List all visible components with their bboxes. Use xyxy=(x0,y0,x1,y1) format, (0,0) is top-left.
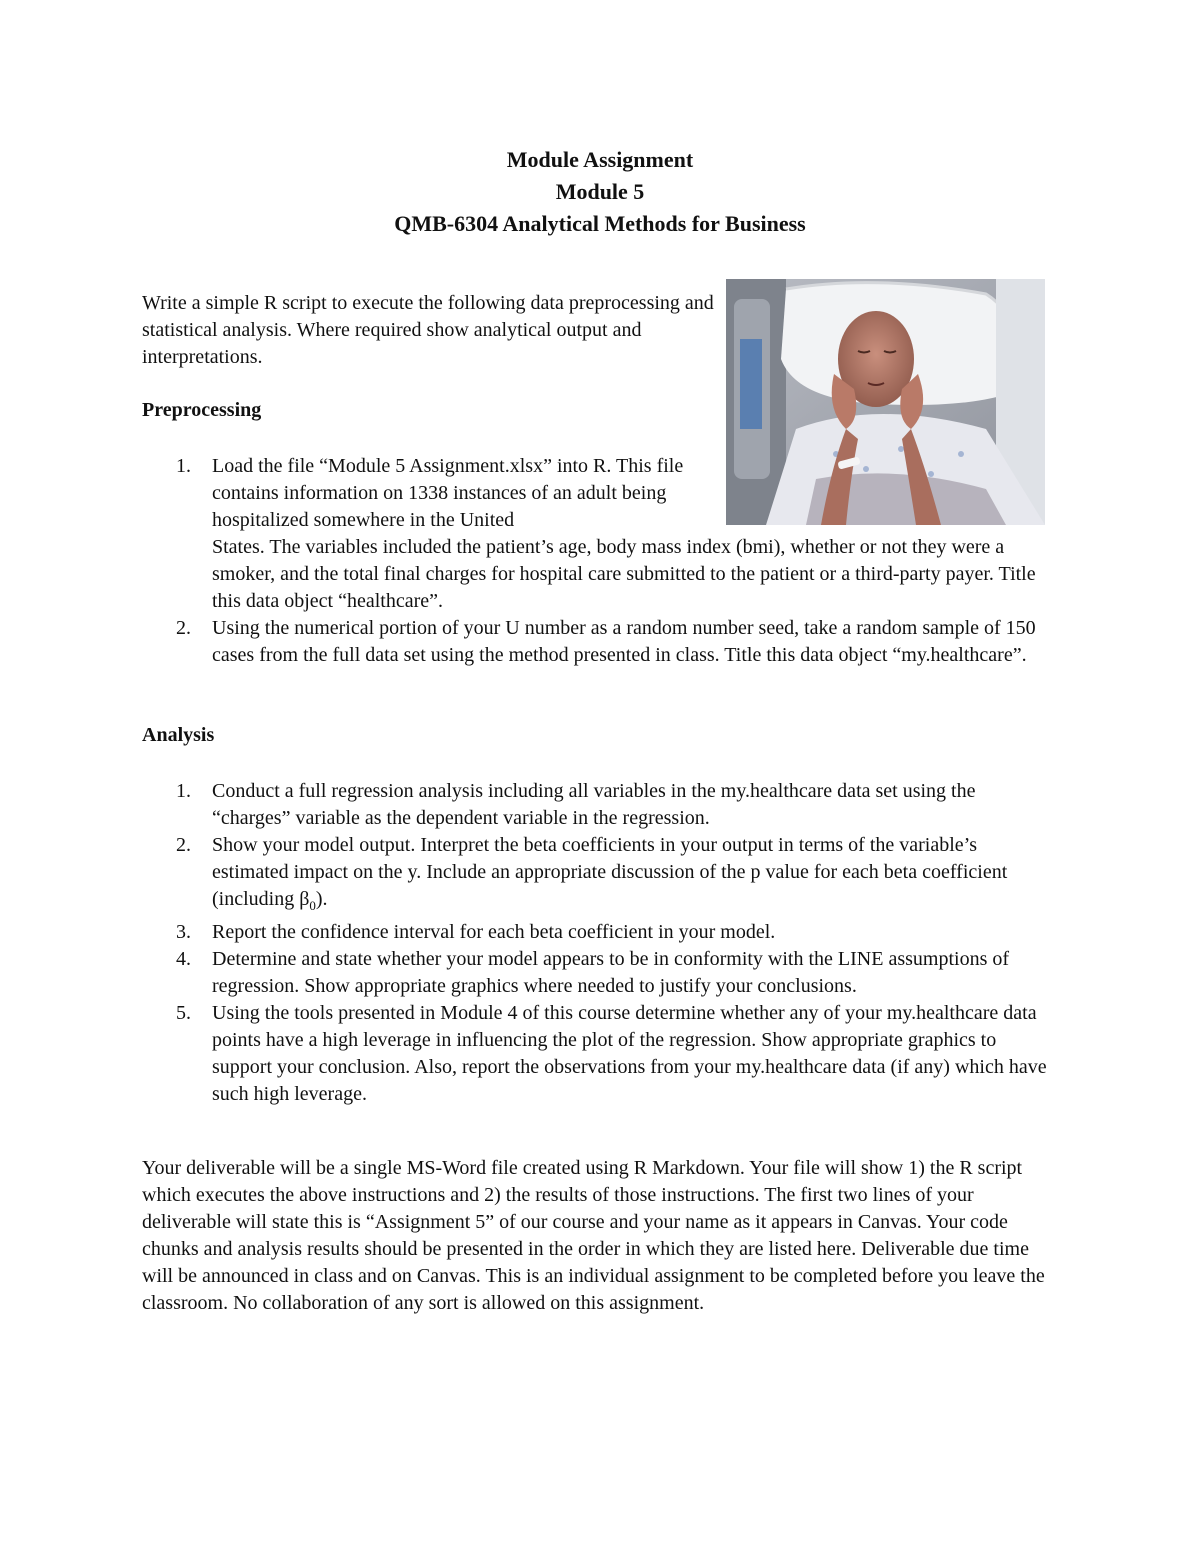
closing-paragraph: Your deliverable will be a single MS-Word file created using R Markdown. Your file will show 1) the R script which executes the above instructions and 2) the results of those instructions. The first two lines of your deliverable will state this is “Assignment 5” of our course and your name as it appears in Canvas. Your code chunks and analysis results should be presented in the order in which they are listed here. Deliverable due time will be announced in class and on Canvas. This is an individual assignment to be completed before you leave the classroom. No collaboration of any sort is allowed on this assignment. xyxy=(142,1157,1045,1314)
list-item xyxy=(142,615,1052,669)
list-item-text: Show your model output. Interpret the beta coefficients in your output in terms of the variable’s estimated impact on the y. Include an appropriate discussion of the p value for each beta coefficient (including β xyxy=(212,834,1008,910)
document-title xyxy=(0,144,1200,240)
list-item-text: Load the file “Module 5 Assignment.xlsx” into R. This file contains information on 1338 instances of an adult being hospitalized somewhere in the United xyxy=(212,455,684,531)
list-number: 2. xyxy=(176,617,191,639)
list-item-text: Determine and state whether your model appears to be in conformity with the LINE assumptions of regression. Show appropriate graphics where needed to justify your conclusions. xyxy=(212,948,1010,997)
title-line-1: Module Assignment xyxy=(506,147,694,172)
list-item xyxy=(142,946,1052,1000)
list-number: 3. xyxy=(176,921,191,943)
list-item xyxy=(142,453,1052,615)
intro-paragraph: Write a simple R script to execute the following data preprocessing and statistical analysis. Where required show analytical output and interpretations. xyxy=(142,292,714,368)
list-item-text: Using the numerical portion of your U number as a random number seed, take a random sample of 150 cases from the full data set using the method presented in class. Title this data object “my.healthcare”. xyxy=(212,617,1036,666)
list-item xyxy=(142,832,1052,919)
list-item xyxy=(142,778,1052,832)
analysis-heading: Analysis xyxy=(142,724,215,746)
title-line-2: Module 5 xyxy=(555,179,645,204)
list-number: 1. xyxy=(176,780,191,802)
list-item-text-tail: ). xyxy=(315,888,328,910)
list-number: 2. xyxy=(176,834,191,856)
list-number: 4. xyxy=(176,948,191,970)
list-number: 5. xyxy=(176,1002,191,1024)
preprocessing-list xyxy=(142,453,1052,669)
title-line-3: QMB-6304 Analytical Methods for Business xyxy=(394,211,806,236)
analysis-list xyxy=(142,778,1052,1108)
list-item-text-continued: States. The variables included the patient’s age, body mass index (bmi), whether or not they were a smoker, and the total final charges for hospital care submitted to the patient or a third-party payer. Title this data object “healthcare”. xyxy=(212,536,1036,612)
list-item xyxy=(142,919,1052,946)
list-item-text: Using the tools presented in Module 4 of this course determine whether any of your my.healthcare data points have a high leverage in influencing the plot of the regression. Show appropriate graphics to support your conclusion. Also, report the observations from your my.healthcare data (if any) which have such high leverage. xyxy=(212,1002,1047,1105)
list-item xyxy=(142,1000,1052,1108)
list-item-text: Report the confidence interval for each beta coefficient in your model. xyxy=(212,921,776,943)
list-item-text: Conduct a full regression analysis including all variables in the my.healthcare data set using the “charges” variable as the dependent variable in the regression. xyxy=(212,780,976,829)
list-number: 1. xyxy=(176,455,191,477)
beta-subscript: 0 xyxy=(309,898,316,913)
preprocessing-heading: Preprocessing xyxy=(142,399,262,421)
